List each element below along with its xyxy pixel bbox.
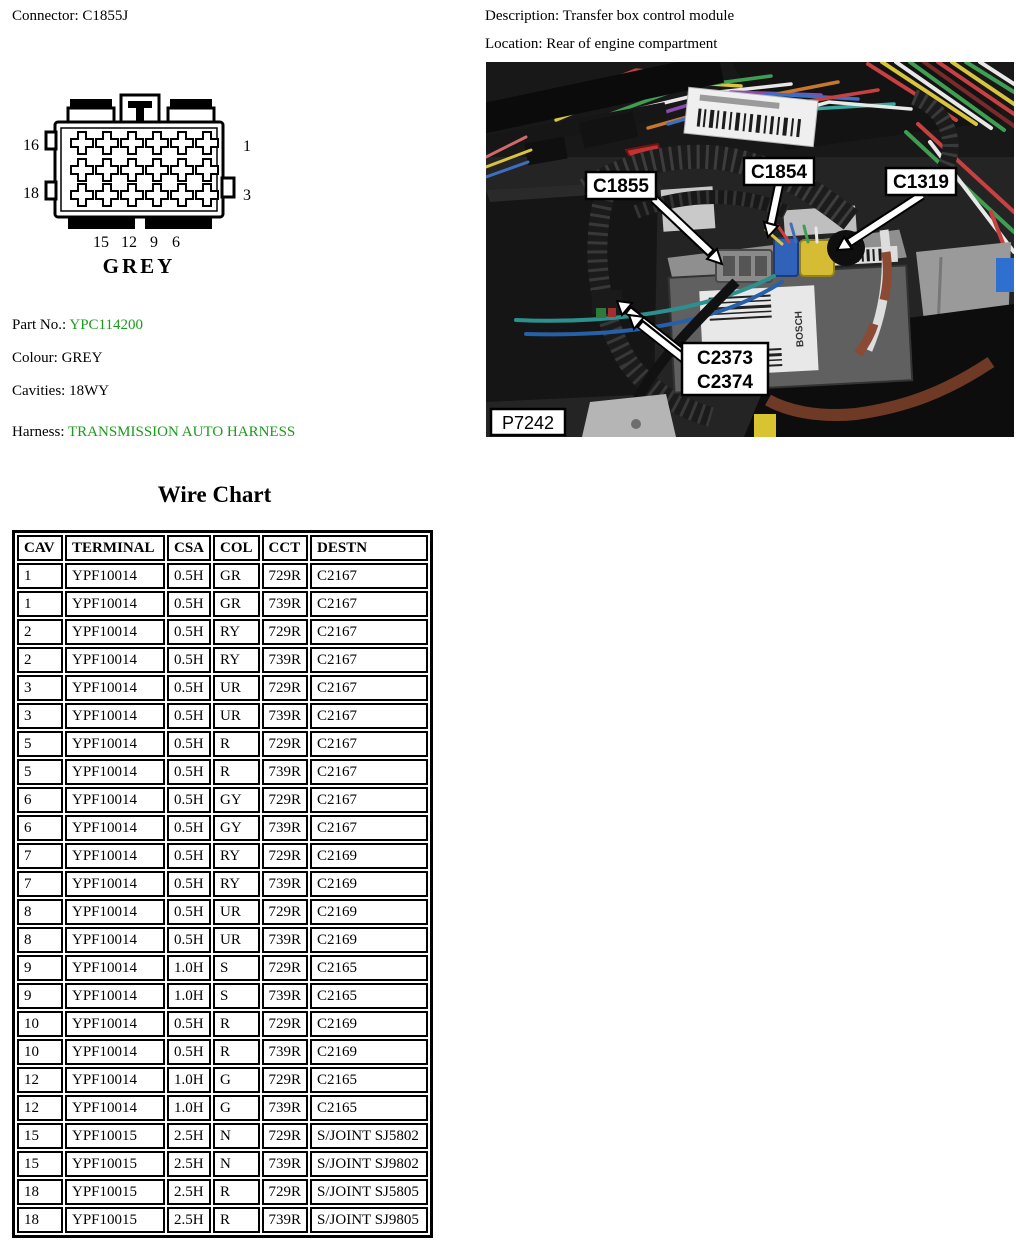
cell: R <box>213 759 260 785</box>
cell: R <box>213 1011 260 1037</box>
table-row <box>17 927 428 953</box>
cell: 1 <box>17 563 63 589</box>
location-label: Location: <box>485 36 543 52</box>
cell: YPF10014 <box>65 927 165 953</box>
pin-number-3: 3 <box>243 187 251 204</box>
pin-number-1: 1 <box>243 138 251 155</box>
connector-colour-label: GREY <box>102 254 176 278</box>
cell: YPF10014 <box>65 815 165 841</box>
cell: 729R <box>262 563 309 589</box>
cell: YPF10015 <box>65 1179 165 1205</box>
cell: 1.0H <box>167 1067 211 1093</box>
column-header: CCT <box>262 535 309 561</box>
cell: 0.5H <box>167 899 211 925</box>
cell: C2169 <box>310 843 428 869</box>
pin-number-15: 15 <box>93 234 109 251</box>
cell: C2167 <box>310 759 428 785</box>
table-row <box>17 843 428 869</box>
right-notch <box>222 178 234 197</box>
cell: S <box>213 983 260 1009</box>
location-value: Rear of engine compartment <box>546 36 718 52</box>
connector-label: Connector: <box>12 8 79 24</box>
cell: R <box>213 1207 260 1233</box>
latch-bar <box>128 101 152 108</box>
cell: YPF10015 <box>65 1207 165 1233</box>
blue-connector <box>774 238 798 276</box>
left-notch <box>46 132 56 149</box>
callout-c1855: C1855 <box>593 176 649 197</box>
callout-c2373: C2373 <box>697 348 753 369</box>
cell: 729R <box>262 619 309 645</box>
connector-bottom-strip <box>68 217 135 229</box>
cell: YPF10014 <box>65 871 165 897</box>
part-no-line <box>12 317 143 334</box>
table-row <box>17 675 428 701</box>
cell: 0.5H <box>167 759 211 785</box>
description-value: Transfer box control module <box>562 8 735 24</box>
cell: G <box>213 1095 260 1121</box>
cell: 2.5H <box>167 1151 211 1177</box>
pin-number-6: 6 <box>172 234 180 251</box>
cell: 10 <box>17 1039 63 1065</box>
callout-c1319: C1319 <box>893 172 949 193</box>
cavities-value: 18WY <box>69 383 110 399</box>
cell: YPF10014 <box>65 1039 165 1065</box>
cell: 2.5H <box>167 1179 211 1205</box>
cell: 739R <box>262 759 309 785</box>
cell: UR <box>213 927 260 953</box>
cell: 729R <box>262 1011 309 1037</box>
cell: 0.5H <box>167 619 211 645</box>
cell: UR <box>213 703 260 729</box>
small-yellow-connector <box>754 414 776 437</box>
cell: 15 <box>17 1151 63 1177</box>
wire-chart-table <box>12 530 433 1238</box>
cell: 10 <box>17 1011 63 1037</box>
cell: 6 <box>17 787 63 813</box>
cell: 729R <box>262 1067 309 1093</box>
cell: YPF10014 <box>65 619 165 645</box>
wire-chart-header <box>17 535 428 561</box>
cell: 18 <box>17 1179 63 1205</box>
cell: 739R <box>262 927 309 953</box>
cell: 1.0H <box>167 955 211 981</box>
table-row <box>17 619 428 645</box>
cell: 729R <box>262 731 309 757</box>
cell: YPF10014 <box>65 983 165 1009</box>
cell: C2169 <box>310 871 428 897</box>
cell: YPF10014 <box>65 731 165 757</box>
module-brand-text: BOSCH <box>793 310 807 348</box>
part-no-link[interactable]: YPC114200 <box>69 317 143 333</box>
table-row <box>17 1039 428 1065</box>
cell: 729R <box>262 1179 309 1205</box>
cell: 0.5H <box>167 1011 211 1037</box>
blue-part <box>996 258 1014 292</box>
cell: 5 <box>17 731 63 757</box>
table-row <box>17 1095 428 1121</box>
table-row <box>17 759 428 785</box>
table-row <box>17 955 428 981</box>
cell: GY <box>213 787 260 813</box>
cell: 0.5H <box>167 703 211 729</box>
screw <box>631 419 641 429</box>
cell: GY <box>213 815 260 841</box>
cell: C2169 <box>310 1039 428 1065</box>
cell: 739R <box>262 591 309 617</box>
cell: C2167 <box>310 563 428 589</box>
table-row <box>17 1067 428 1093</box>
cell: YPF10014 <box>65 675 165 701</box>
cell: C2167 <box>310 787 428 813</box>
cell: 15 <box>17 1123 63 1149</box>
column-header: DESTN <box>310 535 428 561</box>
description-line <box>485 8 734 25</box>
connector-bottom-strip <box>145 217 212 229</box>
cell: 0.5H <box>167 731 211 757</box>
figure-id-text: P7242 <box>501 413 555 433</box>
cell: 0.5H <box>167 591 211 617</box>
cell: 739R <box>262 983 309 1009</box>
cell: 0.5H <box>167 647 211 673</box>
description-label: Description: <box>485 8 560 24</box>
cell: C2165 <box>310 1095 428 1121</box>
cell: YPF10014 <box>65 787 165 813</box>
cell: YPF10014 <box>65 647 165 673</box>
cell: 2.5H <box>167 1207 211 1233</box>
cell: 739R <box>262 703 309 729</box>
table-row <box>17 591 428 617</box>
cell: 739R <box>262 871 309 897</box>
cell: GR <box>213 591 260 617</box>
pin-number-12: 12 <box>121 234 137 251</box>
cell: 729R <box>262 955 309 981</box>
table-row <box>17 1151 428 1177</box>
cell: RY <box>213 619 260 645</box>
cell: R <box>213 731 260 757</box>
cell: S/JOINT SJ9805 <box>310 1207 428 1233</box>
cell: 7 <box>17 871 63 897</box>
cell: C2167 <box>310 731 428 757</box>
cell: 6 <box>17 815 63 841</box>
cell: 739R <box>262 1207 309 1233</box>
table-row <box>17 899 428 925</box>
cell: 3 <box>17 703 63 729</box>
cell: 5 <box>17 759 63 785</box>
cavities-label: Cavities: <box>12 383 66 399</box>
cell: UR <box>213 675 260 701</box>
cell: 8 <box>17 927 63 953</box>
cell: C2167 <box>310 619 428 645</box>
left-notch <box>46 182 56 199</box>
table-row <box>17 1123 428 1149</box>
pin-number-9: 9 <box>150 234 158 251</box>
cell: 18 <box>17 1207 63 1233</box>
wire-chart-title: Wire Chart <box>157 482 272 507</box>
cell: 739R <box>262 815 309 841</box>
cell: RY <box>213 647 260 673</box>
cell: 12 <box>17 1095 63 1121</box>
cell: C2169 <box>310 927 428 953</box>
colour-line <box>12 350 102 367</box>
cell: 739R <box>262 1039 309 1065</box>
cell: R <box>213 1039 260 1065</box>
cell: 9 <box>17 983 63 1009</box>
cell: 2.5H <box>167 1123 211 1149</box>
pin-number-16: 16 <box>23 137 39 154</box>
cell: 729R <box>262 675 309 701</box>
cell: YPF10014 <box>65 1095 165 1121</box>
cell: 0.5H <box>167 675 211 701</box>
cell: YPF10014 <box>65 591 165 617</box>
cell: C2167 <box>310 815 428 841</box>
cell: C2167 <box>310 647 428 673</box>
table-row <box>17 871 428 897</box>
cell: 0.5H <box>167 787 211 813</box>
colour-value: GREY <box>61 350 103 366</box>
cell: 729R <box>262 843 309 869</box>
cell: C2167 <box>310 703 428 729</box>
cell: 12 <box>17 1067 63 1093</box>
cell: 739R <box>262 647 309 673</box>
cell: 0.5H <box>167 563 211 589</box>
cell: RY <box>213 871 260 897</box>
part-no-label: Part No.: <box>12 317 67 333</box>
callout-c1854: C1854 <box>751 162 807 183</box>
cell: 1 <box>17 591 63 617</box>
cell: YPF10014 <box>65 955 165 981</box>
connector-title <box>12 8 128 25</box>
cell: 0.5H <box>167 843 211 869</box>
cell: YPF10014 <box>65 1067 165 1093</box>
cell: C2165 <box>310 983 428 1009</box>
cell: 9 <box>17 955 63 981</box>
cell: S/JOINT SJ5802 <box>310 1123 428 1149</box>
cell: 7 <box>17 843 63 869</box>
cell: C2167 <box>310 591 428 617</box>
cell: S/JOINT SJ5805 <box>310 1179 428 1205</box>
table-row <box>17 1011 428 1037</box>
cell: C2167 <box>310 675 428 701</box>
harness-label: Harness: <box>12 424 65 440</box>
cell: 0.5H <box>167 871 211 897</box>
table-row <box>17 815 428 841</box>
cell: N <box>213 1151 260 1177</box>
cell: 2 <box>17 647 63 673</box>
table-row <box>17 563 428 589</box>
cell: YPF10014 <box>65 1011 165 1037</box>
colour-label: Colour: <box>12 350 58 366</box>
cell: YPF10014 <box>65 703 165 729</box>
cell: 729R <box>262 1123 309 1149</box>
cell: 8 <box>17 899 63 925</box>
location-photo <box>486 62 1014 437</box>
cell: 729R <box>262 899 309 925</box>
cell: C2165 <box>310 955 428 981</box>
column-header: CSA <box>167 535 211 561</box>
cell: UR <box>213 899 260 925</box>
connector-value: C1855J <box>82 8 129 24</box>
pin-number-18: 18 <box>23 185 39 202</box>
cell: 1.0H <box>167 1095 211 1121</box>
cell: YPF10014 <box>65 563 165 589</box>
table-row <box>17 983 428 1009</box>
cell: S <box>213 955 260 981</box>
cell: 0.5H <box>167 1039 211 1065</box>
cell: YPF10015 <box>65 1151 165 1177</box>
cell: 0.5H <box>167 815 211 841</box>
cell: G <box>213 1067 260 1093</box>
table-row <box>17 647 428 673</box>
cell: 0.5H <box>167 927 211 953</box>
harness-link[interactable]: TRANSMISSION AUTO HARNESS <box>67 424 296 440</box>
cell: S/JOINT SJ9802 <box>310 1151 428 1177</box>
cell: C2169 <box>310 899 428 925</box>
column-header: COL <box>213 535 260 561</box>
cell: C2169 <box>310 1011 428 1037</box>
table-row <box>17 703 428 729</box>
connector-pinout-diagram <box>12 88 262 283</box>
cell: YPF10014 <box>65 759 165 785</box>
cell: R <box>213 1179 260 1205</box>
cell: 739R <box>262 1095 309 1121</box>
cell: GR <box>213 563 260 589</box>
cell: YPF10015 <box>65 1123 165 1149</box>
column-header: TERMINAL <box>65 535 165 561</box>
cell: RY <box>213 843 260 869</box>
cell: 1.0H <box>167 983 211 1009</box>
table-row <box>17 731 428 757</box>
cell: YPF10014 <box>65 843 165 869</box>
table-row <box>17 1179 428 1205</box>
table-row <box>17 787 428 813</box>
cell: 729R <box>262 787 309 813</box>
column-header: CAV <box>17 535 63 561</box>
cell: 739R <box>262 1151 309 1177</box>
cell: YPF10014 <box>65 899 165 925</box>
location-line <box>485 36 717 53</box>
cell: C2165 <box>310 1067 428 1093</box>
cell: N <box>213 1123 260 1149</box>
harness-line <box>12 424 295 441</box>
table-row <box>17 1207 428 1233</box>
callout-c2374: C2374 <box>697 372 753 393</box>
cell: 3 <box>17 675 63 701</box>
cavities-line <box>12 383 109 400</box>
cell: 2 <box>17 619 63 645</box>
